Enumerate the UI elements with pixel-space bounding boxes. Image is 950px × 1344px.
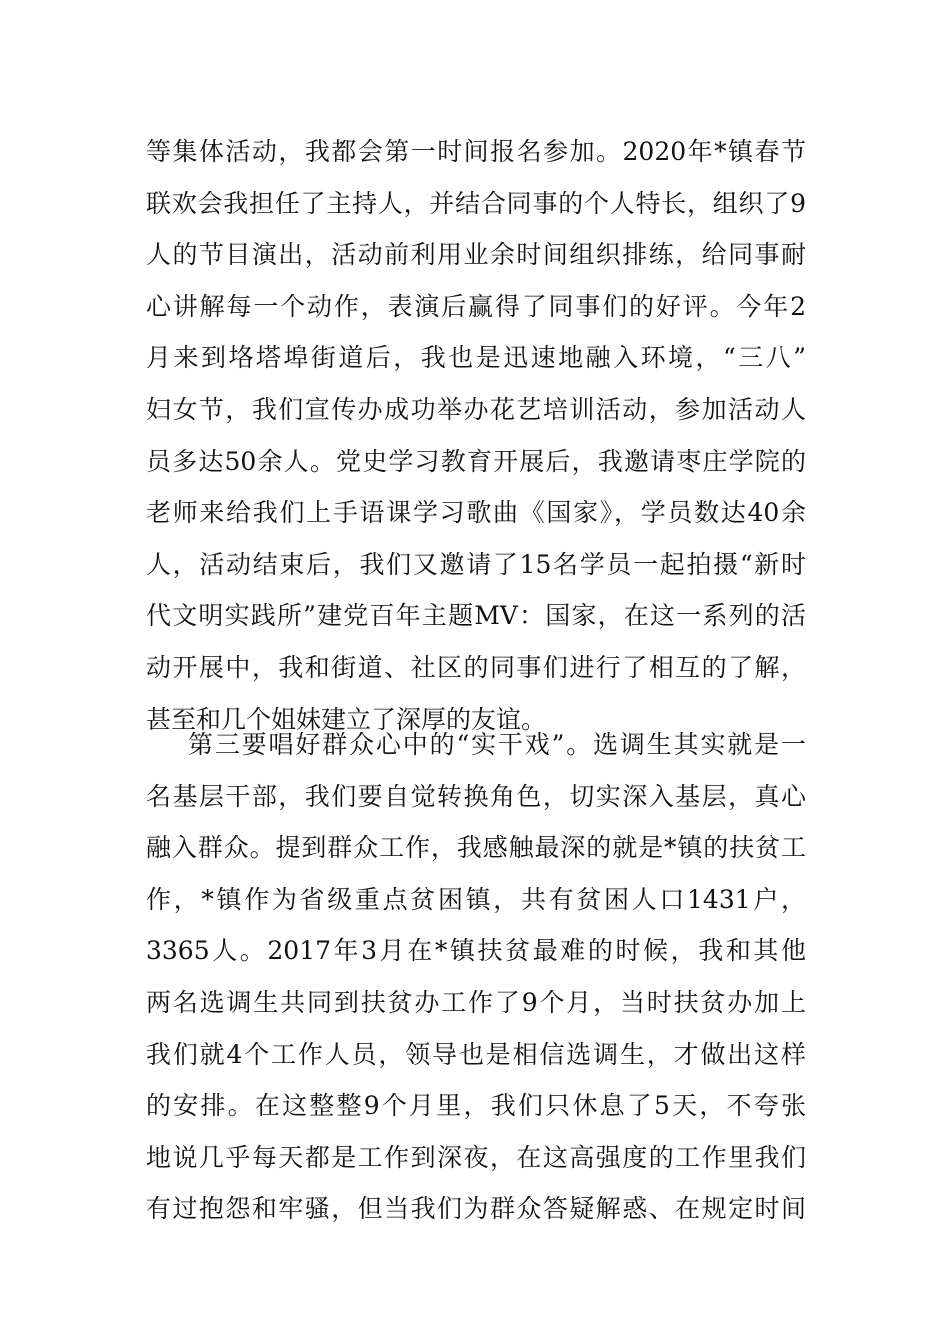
text-line: 代文明实践所”建党百年主题MV：国家，在这一系列的活 [146, 601, 806, 631]
text-line: 老师来给我们上手语课学习歌曲《国家》，学员数达40余 [146, 498, 806, 528]
text-line: 甚至和几个姐妹建立了深厚的友谊。 [146, 704, 547, 734]
text-line: 的安排。在这整整9个月里，我们只休息了5天，不夸张 [146, 1091, 806, 1121]
text-line: 两名选调生共同到扶贫办工作了9个月，当时扶贫办加上 [146, 987, 806, 1017]
text-line: 地说几乎每天都是工作到深夜，在这高强度的工作里我们 [146, 1142, 806, 1172]
text-line: 我们就4个工作人员，领导也是相信选调生，才做出这样 [146, 1039, 806, 1069]
paragraph-mass-work [146, 719, 806, 1235]
text-line: 妇女节，我们宣传办成功举办花艺培训活动，参加活动人 [146, 394, 806, 424]
text-line: 员多达50余人。党史学习教育开展后，我邀请枣庄学院的 [146, 446, 806, 476]
text-line: 作，*镇作为省级重点贫困镇，共有贫困人口1431户， [146, 884, 806, 914]
text-line: 等集体活动，我都会第一时间报名参加。2020年*镇春节 [146, 137, 806, 166]
paragraph-activities [146, 126, 806, 745]
text-line: 第三要唱好群众心中的“实干戏”。选调生其实就是一 [188, 730, 806, 759]
text-line: 名基层干部，我们要自觉转换角色，切实深入基层，真心 [146, 781, 806, 811]
text-line: 融入群众。提到群众工作，我感触最深的就是*镇的扶贫工 [146, 833, 806, 863]
text-line: 人，活动结束后，我们又邀请了15名学员一起拍摄“新时 [146, 549, 806, 579]
text-line: 联欢会我担任了主持人，并结合同事的个人特长，组织了9 [146, 188, 806, 218]
text-line: 有过抱怨和牢骚，但当我们为群众答疑解惑、在规定时间 [146, 1194, 806, 1224]
text-line: 月来到垎塔埠街道后，我也是迅速地融入环境，“三八” [146, 343, 806, 373]
text-line: 人的节目演出，活动前利用业余时间组织排练，给同事耐 [146, 240, 806, 270]
text-line: 3365人。2017年3月在*镇扶贫最难的时候，我和其他 [146, 936, 806, 966]
text-line: 动开展中，我和街道、社区的同事们进行了相互的了解， [146, 652, 806, 682]
text-line: 心讲解每一个动作，表演后赢得了同事们的好评。今年2 [146, 291, 806, 321]
